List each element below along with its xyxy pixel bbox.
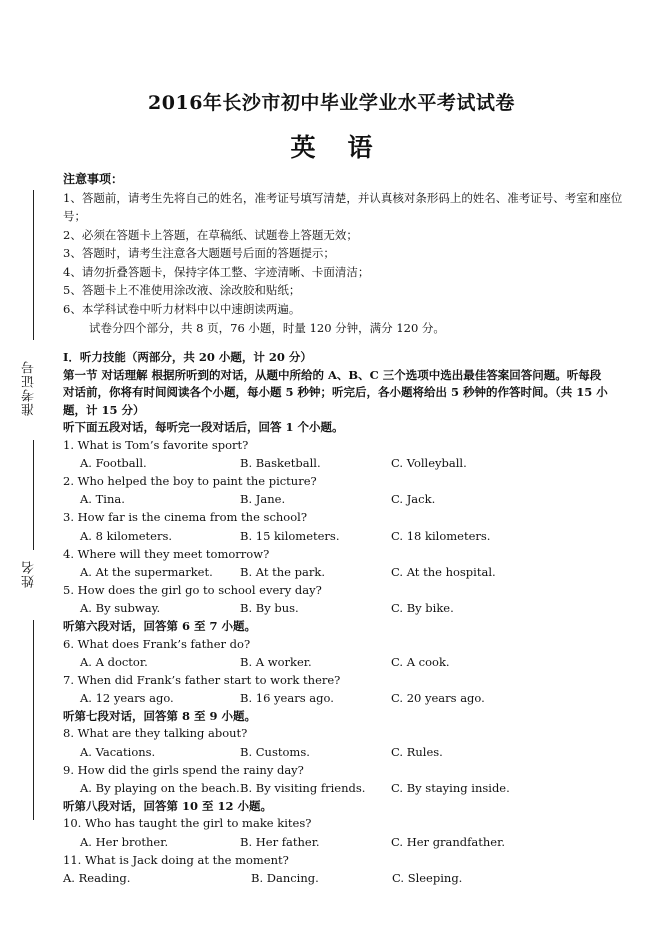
exam-id-field[interactable] xyxy=(20,360,39,416)
question-stem: 10. Who has taught the girl to make kites? xyxy=(63,816,312,831)
note-item: 4、请勿折叠答题卡，保持字体工整、字迹清晰、卡面清洁； xyxy=(63,264,370,279)
listening-section xyxy=(63,349,638,888)
option-b: B. At the park. xyxy=(240,564,325,579)
note-item: 3、答题时，请考生注意各大题题号后面的答题提示； xyxy=(63,246,335,260)
question-stem: 1. What is Tom’s favorite sport? xyxy=(63,437,249,452)
option-b: B. 15 kilometers. xyxy=(240,528,340,543)
margin-line-mid xyxy=(33,440,34,550)
margin-line-bottom xyxy=(33,620,34,820)
question-options xyxy=(63,491,638,509)
question-stem: 5. How does the girl go to school every day? xyxy=(63,582,322,597)
question-stem: 2. Who helped the boy to paint the picture? xyxy=(63,474,317,489)
option-b: B. A worker. xyxy=(240,654,312,669)
question-stem: 6. What does Frank’s father do? xyxy=(63,636,251,651)
option-a: A. 8 kilometers. xyxy=(80,528,173,543)
section-intro-line: 第一节 对话理解 根据所听到的对话，从题中所给的 A、B、C 三个选项中选出最佳答案回答问题。听每段 xyxy=(63,367,602,382)
option-c: C. Sleeping. xyxy=(392,870,463,885)
exam-title: 2016年长沙市初中毕业学业水平考试试卷 xyxy=(148,92,515,114)
option-b: B. By bus. xyxy=(240,601,299,616)
option-a: A. Football. xyxy=(80,456,147,471)
note-item: 2、必须在答题卡上答题，在草稿纸、试题卷上答题无效； xyxy=(63,227,358,242)
note-item: 6、本学科试卷中听力材料中以中速朗读两遍。 xyxy=(63,301,301,316)
question-options xyxy=(63,600,638,618)
option-a: A. A doctor. xyxy=(80,654,148,669)
question-options xyxy=(63,654,638,672)
option-a: A. By playing on the beach. xyxy=(80,780,240,795)
option-b: B. Her father. xyxy=(240,834,320,849)
question-options xyxy=(63,690,638,708)
question-stem: 9. How did the girls spend the rainy day? xyxy=(63,762,304,777)
option-a: A. 12 years ago. xyxy=(80,690,174,705)
option-c: C. Volleyball. xyxy=(391,456,467,471)
exam-id-label: 准考证号 xyxy=(22,360,37,416)
group-instruction: 听第八段对话，回答第 10 至 12 小题。 xyxy=(63,798,273,813)
part-heading: I．听力技能（两部分，共 20 小题，计 20 分） xyxy=(63,350,312,364)
question-options xyxy=(63,744,638,762)
name-field[interactable] xyxy=(20,560,39,588)
option-a: A. Her brother. xyxy=(80,834,169,849)
option-c: C. By staying inside. xyxy=(391,780,510,795)
question-options xyxy=(63,834,638,852)
question-options xyxy=(63,780,638,798)
subject-title: 英语 xyxy=(290,133,405,162)
question-stem: 3. How far is the cinema from the school? xyxy=(63,510,307,525)
option-c: C. 18 kilometers. xyxy=(391,528,491,543)
option-c: C. Rules. xyxy=(391,744,443,759)
section-intro-line: 题，计 15 分） xyxy=(63,402,145,417)
margin-line-top xyxy=(33,190,34,340)
option-a: A. Reading. xyxy=(63,870,131,885)
option-a: A. At the supermarket. xyxy=(80,564,213,579)
option-b: B. Jane. xyxy=(240,492,286,507)
notes-heading: 注意事项： xyxy=(63,172,124,186)
notes-block xyxy=(63,170,623,338)
group-instruction: 听第七段对话，回答第 8 至 9 小题。 xyxy=(63,708,257,723)
note-item: 5、答题卡上不准使用涂改液、涂改胶和贴纸； xyxy=(63,283,301,297)
group-instruction: 听第六段对话，回答第 6 至 7 小题。 xyxy=(63,618,257,633)
option-c: C. A cook. xyxy=(391,654,450,669)
option-c: C. Jack. xyxy=(391,492,436,507)
exam-summary: 试卷分四个部分，共 8 页，76 小题，时量 120 分钟，满分 120 分。 xyxy=(89,321,445,335)
option-b: B. Basketball. xyxy=(240,456,321,471)
question-options xyxy=(63,870,638,888)
option-c: C. By bike. xyxy=(391,601,454,616)
option-c: C. At the hospital. xyxy=(391,564,496,579)
option-a: A. Vacations. xyxy=(80,744,156,759)
section-intro-line: 对话前，你将有时间阅读各个小题，每小题 5 秒钟；听完后，各小题将给出 5 秒钟的作答时间。（共 15 小 xyxy=(63,385,608,400)
question-options xyxy=(63,564,638,582)
option-c: C. 20 years ago. xyxy=(391,690,485,705)
option-b: B. By visiting friends. xyxy=(240,780,366,795)
question-stem: 8. What are they talking about? xyxy=(63,726,248,741)
option-b: B. 16 years ago. xyxy=(240,690,334,705)
question-stem: 11. What is Jack doing at the moment? xyxy=(63,852,289,867)
option-a: A. By subway. xyxy=(80,601,161,616)
name-label: 姓名 xyxy=(22,560,37,588)
question-options xyxy=(63,528,638,546)
question-stem: 4. Where will they meet tomorrow? xyxy=(63,546,270,561)
note-item: 1、答题前，请考生先将自己的姓名，准考证号填写清楚，并认真核对条形码上的姓名、准考证号、考室和座位号； xyxy=(63,190,623,223)
option-b: B. Customs. xyxy=(240,744,310,759)
option-b: B. Dancing. xyxy=(251,870,319,885)
question-options xyxy=(63,455,638,473)
question-stem: 7. When did Frank’s father start to work there? xyxy=(63,672,341,687)
option-c: C. Her grandfather. xyxy=(391,834,506,849)
group-instruction: 听下面五段对话，每听完一段对话后，回答 1 个小题。 xyxy=(63,420,344,435)
option-a: A. Tina. xyxy=(80,492,125,507)
